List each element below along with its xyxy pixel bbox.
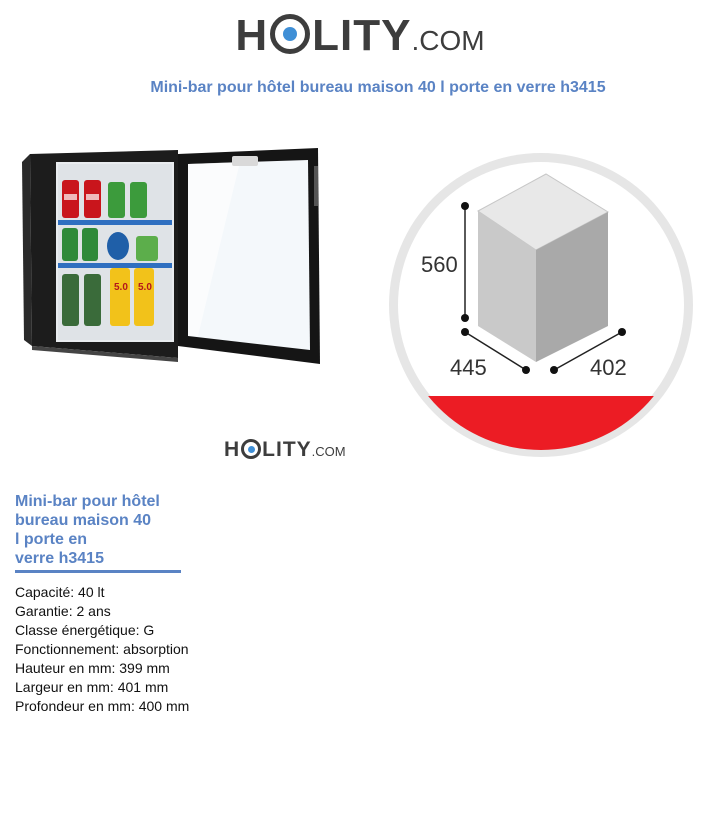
svg-text:5.0: 5.0 xyxy=(138,282,152,293)
spec-capacity: Capacité: 40 lt xyxy=(15,584,105,600)
product-title-line: l porte en xyxy=(15,531,88,548)
logo-letter-h: H xyxy=(235,11,269,60)
footer-logo[interactable] xyxy=(224,436,346,462)
logo-letters: LITY xyxy=(312,11,412,60)
spec-warranty: Garantie: 2 ans xyxy=(15,603,111,619)
depth-dimension-label: 445 xyxy=(450,355,487,380)
logo-domain: .COM xyxy=(311,444,346,459)
product-title-line: bureau maison 40 xyxy=(15,512,152,529)
product-title-line: verre h3415 xyxy=(15,550,104,567)
spec-width: Largeur en mm: 401 mm xyxy=(15,679,169,695)
logo-o-icon xyxy=(241,439,261,459)
logo-o-icon xyxy=(270,14,310,54)
product-title-line: Mini-bar pour hôtel xyxy=(15,493,160,510)
specs-list xyxy=(15,583,189,716)
dimensions-diagram xyxy=(386,150,696,460)
height-dimension-label: 560 xyxy=(421,252,458,277)
spec-operation: Fonctionnement: absorption xyxy=(15,641,189,657)
logo-letters: LITY xyxy=(262,438,312,461)
spec-depth: Profondeur en mm: 400 mm xyxy=(15,698,190,714)
width-dimension-label: 402 xyxy=(590,355,627,380)
spec-height: Hauteur en mm: 399 mm xyxy=(15,660,170,676)
holity-logo-small[interactable] xyxy=(224,436,346,462)
product-title xyxy=(15,492,181,573)
holity-logo[interactable] xyxy=(235,10,484,61)
page-title: Mini-bar pour hôtel bureau maison 40 l porte en verre h3415 xyxy=(150,79,606,96)
logo-letter-h: H xyxy=(224,438,241,461)
product-image xyxy=(18,140,328,372)
spec-energy-class: Classe énergétique: G xyxy=(15,622,155,638)
header-logo[interactable] xyxy=(0,10,720,61)
logo-domain: .COM xyxy=(411,25,485,56)
svg-text:5.0: 5.0 xyxy=(114,282,128,293)
